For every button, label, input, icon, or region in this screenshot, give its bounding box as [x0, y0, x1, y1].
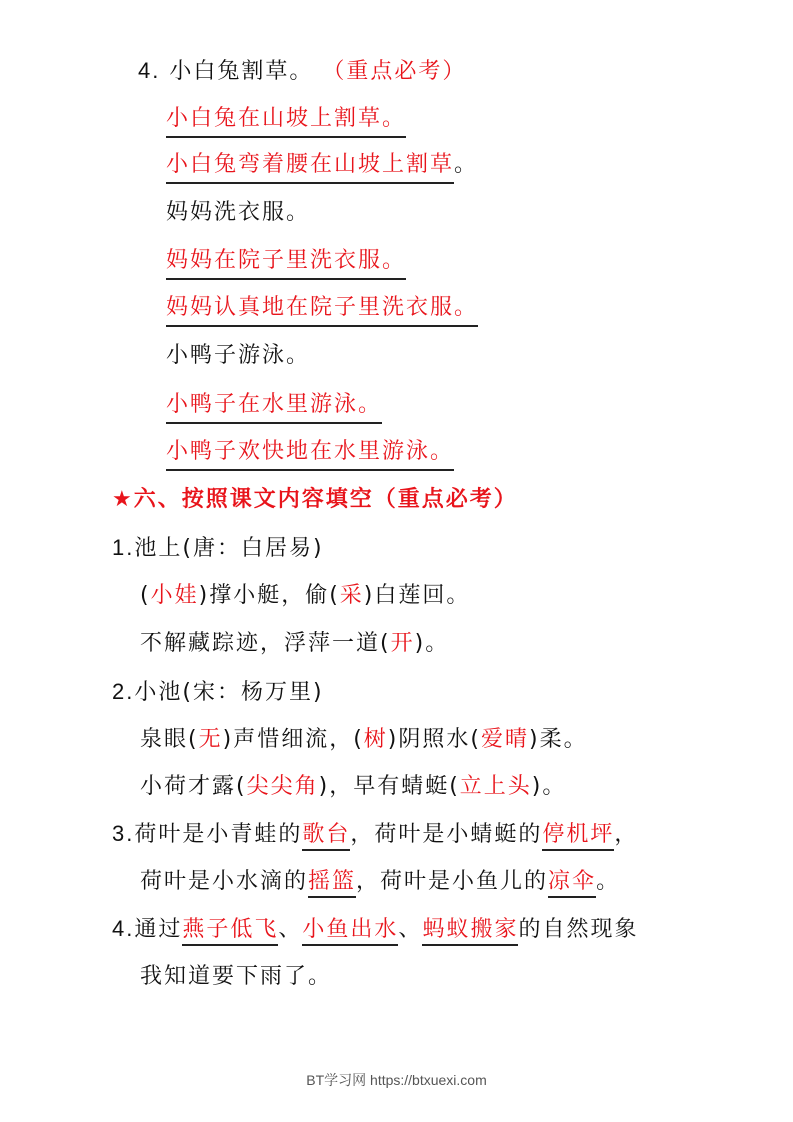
text-segment: )。: [414, 631, 450, 656]
text-segment: )，早有蜻蜓(: [318, 774, 460, 799]
answer-line: [166, 246, 406, 280]
text-segment: )阴照水(: [387, 727, 481, 752]
section-heading: ★六、按照课文内容填空（重点必考）: [112, 487, 518, 512]
blank-answer: 尖尖角: [246, 774, 319, 799]
answer-line: [166, 390, 382, 424]
text-segment: 3.: [112, 821, 135, 846]
text-segment: )柔。: [528, 727, 588, 752]
blank-answer: 歌台: [302, 822, 350, 851]
text-segment: 小荷才露(: [140, 774, 247, 799]
text-segment: 的自然现象: [518, 917, 639, 942]
text-segment: 荷叶是小水滴的: [140, 869, 309, 894]
answer-line: [166, 150, 478, 184]
text-segment: 小白兔在山坡上割草。: [166, 104, 406, 138]
blank-answer: 开: [390, 631, 415, 656]
text-segment: (: [140, 583, 151, 608]
fill-line: [140, 867, 620, 897]
text-segment: 泉眼(: [140, 727, 199, 752]
text-segment: 。: [596, 869, 621, 894]
sentence-line: [166, 198, 310, 228]
text-segment: 小白兔弯着腰在山坡上割草: [166, 150, 454, 184]
text-segment: 4.: [112, 916, 135, 941]
text-segment: 、: [278, 917, 303, 942]
text-segment: 。: [454, 152, 479, 177]
poem-title: [112, 533, 324, 564]
text-segment: 妈妈认真地在院子里洗衣服。: [166, 293, 478, 327]
blank-answer: 摇篮: [308, 869, 356, 898]
text-segment: 2.: [112, 679, 135, 704]
item-4-title: [138, 56, 466, 87]
text-segment: 荷叶是小青蛙的: [134, 822, 303, 847]
text-segment: )白莲回。: [363, 583, 471, 608]
fill-line: [112, 819, 638, 850]
blank-answer: 爱晴: [480, 727, 529, 752]
blank-answer: 凉伞: [548, 869, 596, 898]
blank-answer: 小鱼出水: [302, 917, 398, 946]
text-segment: ，荷叶是小蜻蜓的: [350, 822, 543, 847]
blank-answer: 停机坪: [542, 822, 614, 851]
footer-watermark[interactable]: BT学习网 https://btxuexi.com: [306, 1072, 487, 1088]
poem-line: [140, 581, 470, 611]
answer-line: [166, 437, 454, 471]
blank-answer: 树: [363, 727, 388, 752]
text-segment: 小鸭子游泳。: [166, 343, 311, 368]
blank-answer: 无: [198, 727, 223, 752]
text-segment: ，: [614, 822, 639, 847]
blank-answer: 小娃: [150, 583, 199, 608]
text-segment: )撑小艇，偷(: [198, 583, 340, 608]
text-segment: 妈妈洗衣服。: [166, 200, 311, 225]
answer-line: [166, 104, 406, 138]
poem-line: [140, 629, 449, 659]
key-tag: （重点必考）: [322, 59, 467, 84]
blank-answer: 立上头: [459, 774, 532, 799]
blank-answer: 采: [339, 583, 364, 608]
poem-line: [140, 772, 566, 802]
item-number: 4.: [138, 58, 161, 83]
text-segment: 池上(唐：白居易): [134, 536, 324, 561]
text-segment: 1.: [112, 535, 135, 560]
text-segment: 我知道要下雨了。: [140, 964, 333, 989]
answer-line: [166, 293, 478, 327]
poem-title: [112, 677, 324, 708]
fill-line: [140, 962, 332, 992]
blank-answer: 燕子低飞: [182, 917, 278, 946]
text-segment: 小鸭子在水里游泳。: [166, 390, 382, 424]
text-segment: 妈妈在院子里洗衣服。: [166, 246, 406, 280]
text-segment: 小鸭子欢快地在水里游泳。: [166, 437, 454, 471]
text-segment: ，荷叶是小鱼儿的: [356, 869, 549, 894]
text-segment: 小池(宋：杨万里): [134, 680, 324, 705]
poem-line: [140, 725, 588, 755]
fill-line: [112, 914, 638, 945]
text-segment: 不解藏踪迹，浮萍一道(: [140, 631, 391, 656]
text-segment: 、: [398, 917, 423, 942]
item-sentence: 小白兔割草。: [169, 59, 314, 84]
text-segment: 通过: [134, 917, 183, 942]
blank-answer: 蚂蚁搬家: [422, 917, 518, 946]
text-segment: )。: [531, 774, 567, 799]
sentence-line: [166, 341, 310, 371]
text-segment: )声惜细流，(: [222, 727, 364, 752]
